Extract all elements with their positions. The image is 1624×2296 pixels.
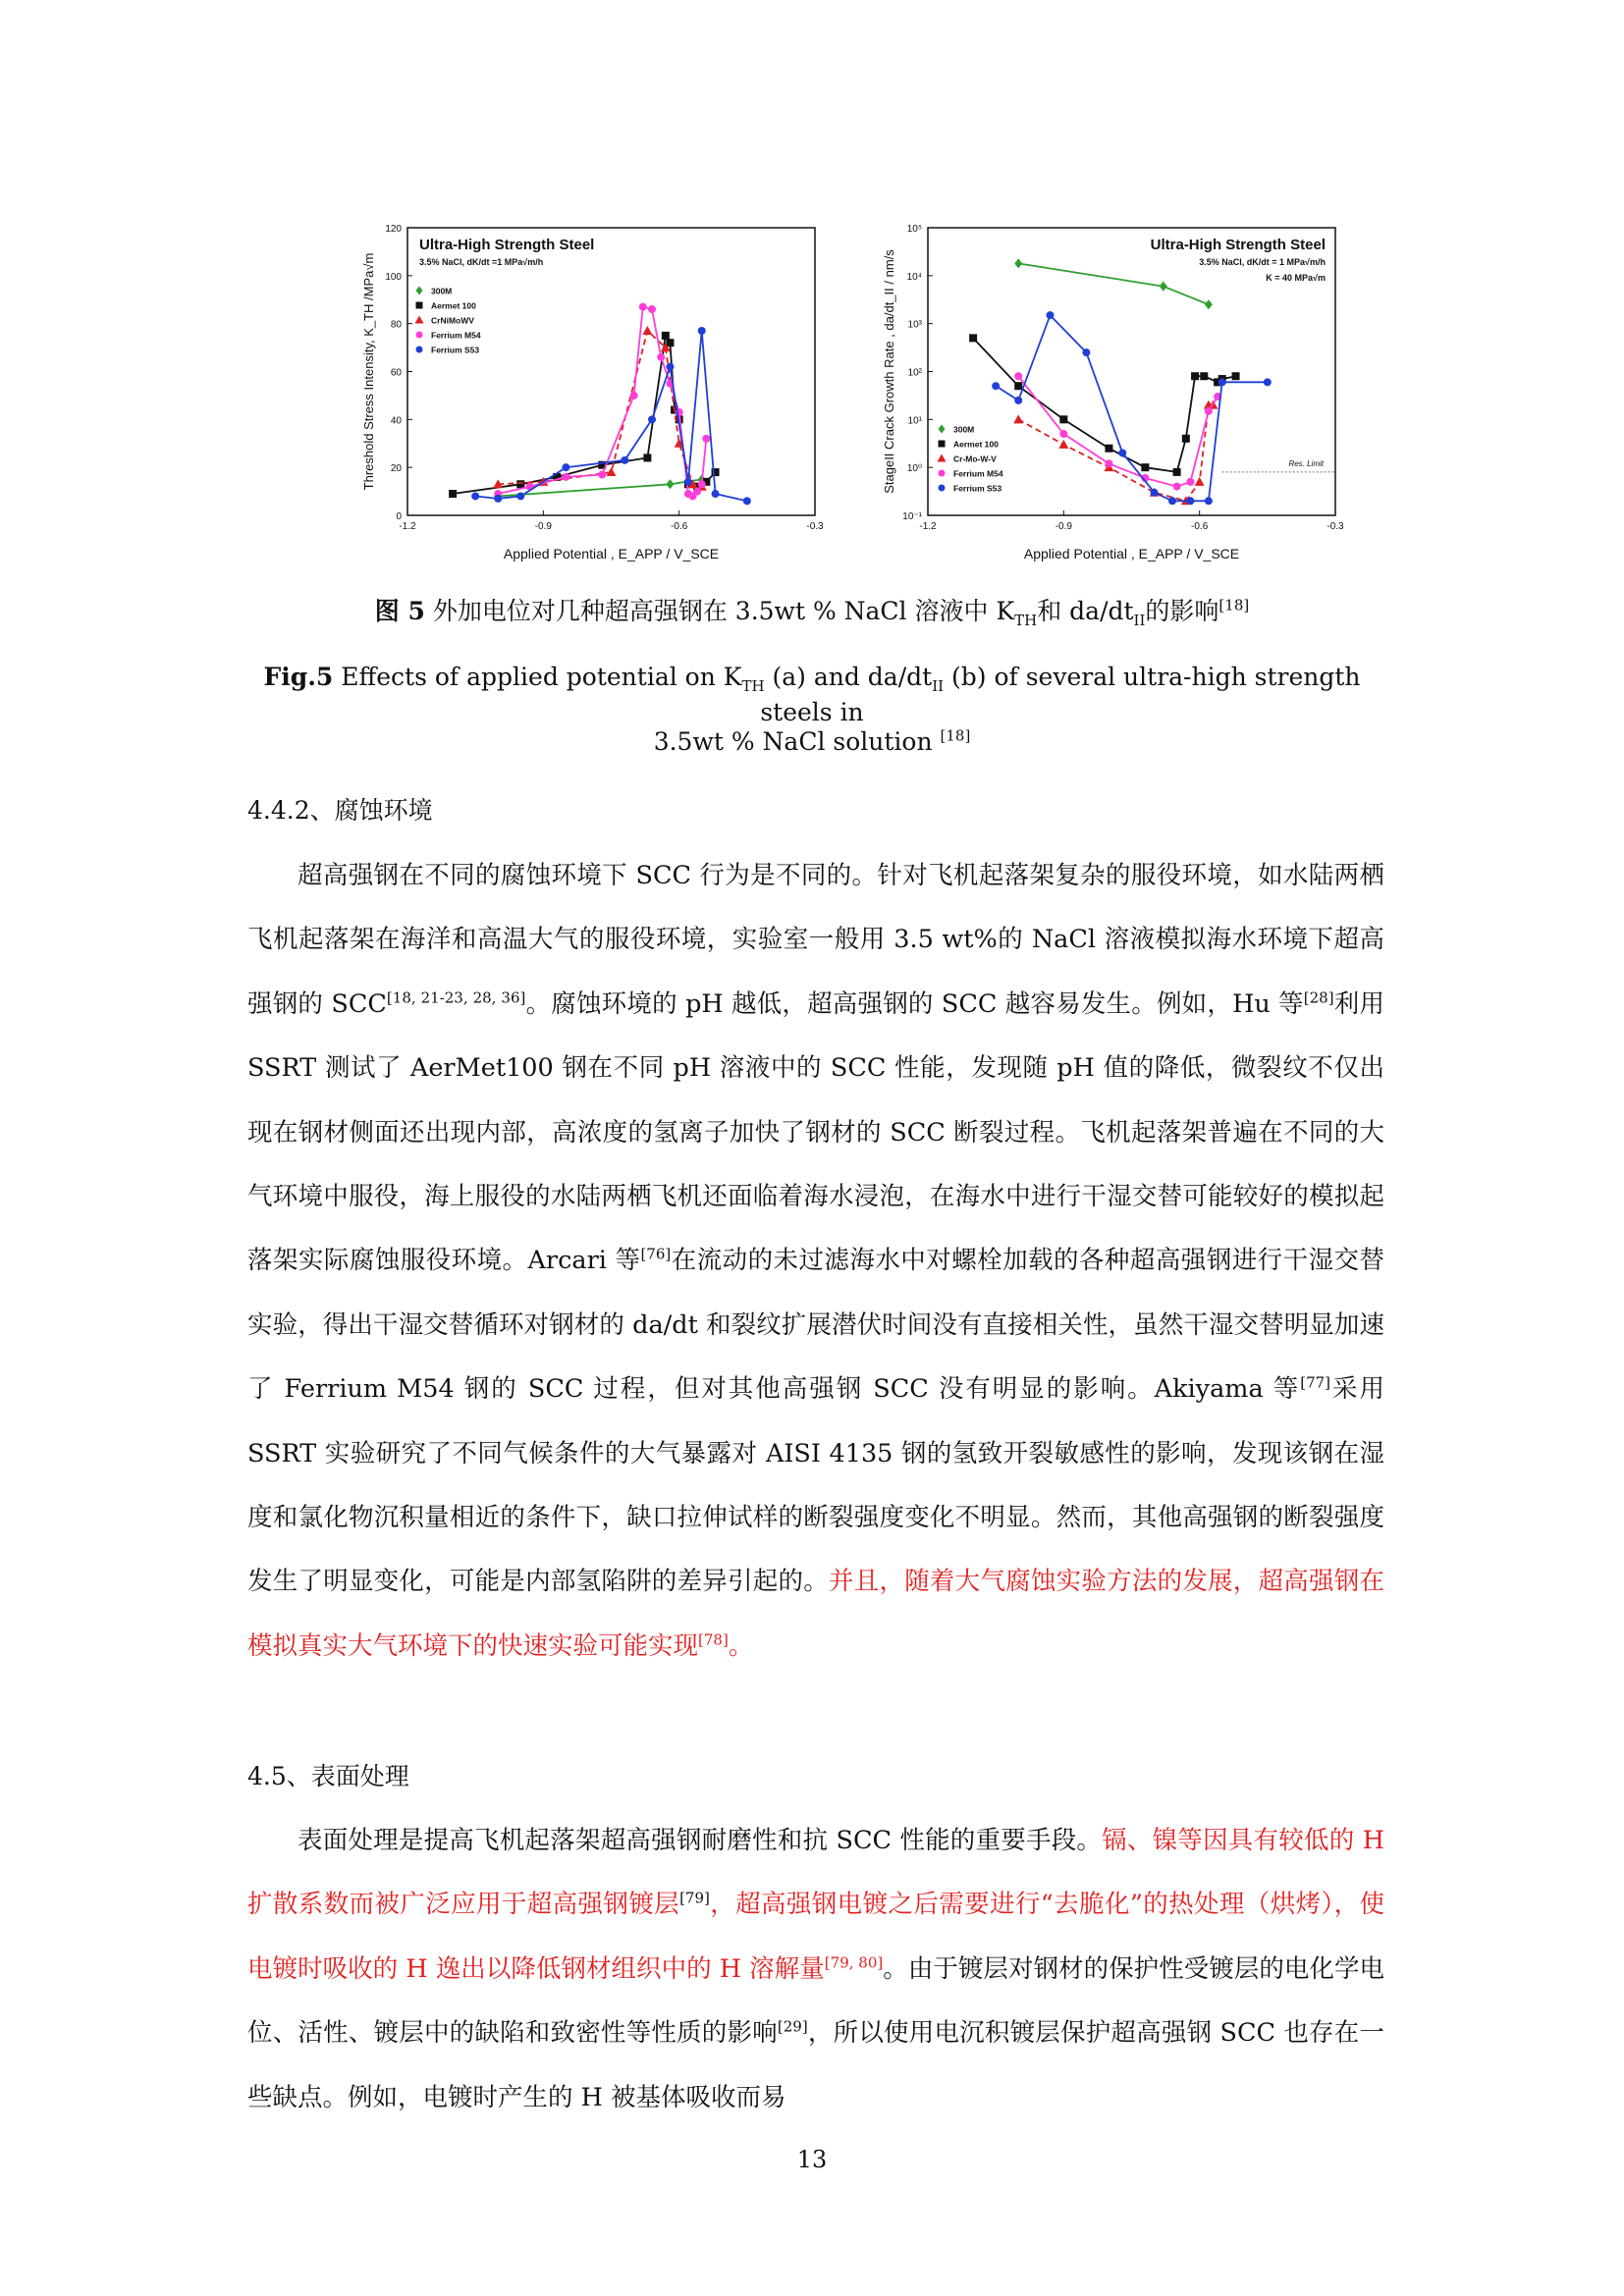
- y-tick-label: 60: [390, 367, 402, 379]
- data-point: [1013, 414, 1023, 423]
- data-point: [743, 497, 751, 505]
- data-point: [643, 454, 651, 461]
- caption-ref: [18]: [1218, 596, 1250, 614]
- x-tick-label: -0.3: [806, 521, 824, 532]
- caption-label: Fig.5: [263, 663, 334, 691]
- legend-label: 300M: [431, 286, 453, 296]
- text: 采用 SSRT 实验研究了不同气候条件的大气暴露对 AISI 4135 钢的氢致开裂敏感性的影响，发现该钢在湿度和氯化物沉积量相近的条件下，缺口拉伸试样的断裂强度变化不明显。然而，其他高强钢的断裂强度发生了明显变化，可能是内部氢陷阱的差异引起的。: [247, 1374, 1384, 1597]
- data-point: [621, 456, 628, 464]
- data-point: [1151, 489, 1159, 497]
- data-point: [712, 490, 720, 498]
- y-tick-label: 40: [390, 415, 402, 427]
- data-point: [1014, 382, 1022, 390]
- data-point: [1218, 378, 1226, 386]
- data-point: [1160, 282, 1167, 292]
- data-point: [1205, 299, 1213, 309]
- caption-text: Effects of applied potential on K: [341, 663, 742, 691]
- legend-label: Ferrium M54: [953, 468, 1003, 479]
- caption-sub: TH: [741, 677, 765, 695]
- x-tick-label: -0.9: [534, 521, 552, 532]
- data-point: [1014, 397, 1022, 404]
- text: ，所以使用电沉积镀层保护超高强钢 SCC 也存在一些缺点。例如，电镀时产生的 H 被基体吸收而易: [247, 2018, 1384, 2112]
- data-point: [698, 327, 706, 335]
- text: 超高强钢在不同的腐蚀环境下 SCC 行为是不同的。针对飞机起落架复杂的服役环境，如水陆两栖飞机起落架在海洋和高温大气的服役环境，实验室一般用 3.5 wt%的 NaCl 溶液模拟海水环境下超高强钢的 SCC: [247, 861, 1384, 1019]
- caption-label: 图 5: [374, 597, 425, 625]
- data-point: [698, 480, 706, 488]
- data-point: [1168, 497, 1176, 505]
- data-point: [1186, 497, 1194, 505]
- citation: [18, 21-23, 28, 36]: [386, 988, 526, 1007]
- data-point: [471, 492, 479, 500]
- citation: [79, 80]: [824, 1953, 884, 1972]
- x-tick-label: -1.2: [919, 521, 937, 532]
- chart-subtitle: 3.5% NaCl, dK/dt =1 MPa√m/h: [419, 257, 544, 267]
- text: 。由于镀层对钢材的保护性受镀层的电化学电位、活性、镀层中的缺陷和致密性等性质的影响: [247, 1953, 1384, 2049]
- text: 在流动的未过滤海水中对螺栓加载的各种超高强钢进行干湿交替实验，得出干湿交替循环对钢材的 da/dt 和裂纹扩展潜伏时间没有直接相关性，虽然干湿交替明显加速了 Ferrium M54 钢的 SCC 过程，但对其他高强钢 SCC 没有明显的影响。Akiyama 等: [247, 1246, 1384, 1405]
- resolution-limit-label: Res. Limit: [1288, 458, 1324, 468]
- y-tick-label: 10⁰: [906, 463, 922, 475]
- legend-label: Cr-Mo-W-V: [953, 454, 997, 464]
- citation: [28]: [1303, 988, 1334, 1007]
- data-point: [662, 332, 670, 340]
- legend-label: Ferrium M54: [431, 330, 481, 341]
- section-heading-4-5: 4.5、表面处理: [247, 1762, 409, 1790]
- paragraph-corrosion-environment: [247, 844, 1384, 1679]
- data-point: [598, 470, 606, 478]
- data-point: [1047, 311, 1055, 319]
- y-tick-label: 120: [385, 224, 402, 235]
- paragraph-surface-treatment: [247, 1809, 1384, 2130]
- series-line-300m: [1018, 263, 1209, 304]
- data-point: [693, 488, 701, 496]
- y-tick-label: 10²: [907, 367, 922, 379]
- data-point: [607, 467, 617, 476]
- series-line-aermet-100: [453, 336, 715, 494]
- legend-marker: [416, 302, 423, 309]
- text: 利用 SSRT 测试了 AerMet100 钢在不同 pH 溶液中的 SCC 性能，发现随 pH 值的降低，微裂纹不仅出现在钢材侧面还出现内部，高浓度的氢离子加快了钢材的 SCC 断裂过程。飞机起落架普遍在不同的大气环境中服役，海上服役的水陆两栖飞机还面临着海水浸泡，在海水中进行干湿交替可能较好的模拟起落架实际腐蚀服役环境。Arcari 等: [247, 988, 1384, 1276]
- figure-caption-zh: [245, 594, 1379, 629]
- x-tick-label: -0.3: [1326, 521, 1344, 532]
- caption-text: 外加电位对几种超高强钢在 3.5wt % NaCl 溶液中 K: [432, 597, 1015, 625]
- figure-caption-en: [245, 660, 1379, 730]
- x-tick-label: -0.6: [671, 521, 688, 532]
- caption-sub: TH: [1014, 612, 1038, 629]
- citation: [77]: [1300, 1373, 1331, 1392]
- legend-label: Ferrium S53: [431, 345, 480, 355]
- data-point: [666, 339, 674, 347]
- data-point: [516, 492, 524, 500]
- series-line-cr-mo-w-v: [1018, 405, 1213, 502]
- data-point: [1014, 258, 1022, 268]
- data-point: [1105, 459, 1112, 467]
- data-point: [1264, 378, 1272, 386]
- data-point: [1182, 435, 1190, 443]
- data-point: [1059, 430, 1067, 438]
- y-tick-label: 20: [390, 463, 402, 475]
- data-point: [630, 392, 638, 400]
- legend-marker: [939, 441, 946, 448]
- data-point: [516, 480, 524, 488]
- data-point: [639, 303, 647, 311]
- data-point: [562, 473, 569, 481]
- y-tick-label: 10¹: [907, 415, 922, 427]
- caption-sub: II: [1133, 612, 1146, 629]
- caption-ref: [18]: [940, 726, 971, 745]
- legend-marker: [416, 287, 423, 295]
- legend-marker: [939, 470, 946, 477]
- caption-text: 3.5wt % NaCl solution: [653, 727, 933, 756]
- citation: [29]: [777, 2017, 808, 2036]
- y-tick-label: 10³: [907, 319, 922, 331]
- data-point: [666, 479, 674, 489]
- legend-marker: [416, 347, 423, 353]
- legend-label: 300M: [953, 424, 975, 435]
- y-tick-label: 0: [396, 511, 402, 522]
- x-axis-label: Applied Potential , E_APP / V_SCE: [1023, 546, 1240, 561]
- legend-marker: [939, 425, 946, 434]
- legend-marker: [938, 454, 947, 462]
- data-point: [684, 478, 692, 486]
- data-point: [992, 382, 1000, 390]
- caption-text: 和 da/dt: [1037, 597, 1134, 625]
- section-heading-4-4-2: 4.4.2、腐蚀环境: [247, 796, 433, 825]
- data-point: [1200, 372, 1208, 380]
- data-point: [1059, 415, 1067, 423]
- legend-marker: [415, 316, 424, 324]
- data-point: [494, 495, 502, 503]
- data-point: [1195, 477, 1205, 486]
- y-tick-label: 10⁻¹: [902, 511, 922, 522]
- data-point: [1186, 478, 1194, 486]
- figure-caption-en-line2: [245, 724, 1379, 760]
- legend-marker: [939, 485, 946, 492]
- data-point: [1058, 440, 1068, 449]
- highlighted-text: ，超高强钢电镀之后需要进行“去脆化”的热处理（烘烤），使电镀时吸收的 H 逸出以降低钢材组织中的 H 溶解量: [247, 1890, 1384, 1984]
- chart-kth: [334, 216, 825, 569]
- legend-label: Aermet 100: [953, 439, 999, 450]
- data-point: [1205, 497, 1213, 505]
- x-tick-label: -1.2: [399, 521, 416, 532]
- legend-label: CrNiMoWV: [431, 315, 474, 326]
- data-point: [969, 334, 977, 342]
- citation: [76]: [640, 1245, 672, 1263]
- data-point: [1173, 468, 1181, 476]
- caption-text: 的影响: [1145, 597, 1219, 625]
- data-point: [702, 435, 710, 443]
- data-point: [657, 353, 665, 361]
- caption-text: (b) of several ultra-high strength steels in: [760, 663, 1361, 726]
- y-axis-label: StageII Crack Growth Rate , da/dt_II / nm/s: [882, 249, 896, 494]
- data-point: [642, 326, 652, 335]
- page-number: 13: [796, 2146, 828, 2173]
- text: 。腐蚀环境的 pH 越低，超高强钢的 SCC 越容易发生。例如，Hu 等: [525, 988, 1304, 1019]
- caption-sub: II: [932, 677, 945, 695]
- data-point: [1191, 372, 1199, 380]
- highlighted-text: 镉、镍等因具有较低的 H 扩散系数而被广泛应用于超高强钢镀层: [247, 1826, 1384, 1920]
- data-point: [1014, 372, 1022, 380]
- data-point: [1141, 463, 1149, 471]
- caption-text: (a) and da/dt: [764, 663, 933, 691]
- citation: [78]: [698, 1630, 729, 1649]
- data-point: [1232, 372, 1240, 380]
- data-point: [1118, 449, 1126, 456]
- x-axis-label: Applied Potential , E_APP / V_SCE: [503, 546, 720, 561]
- data-point: [666, 363, 674, 371]
- y-tick-label: 100: [385, 271, 402, 283]
- chart-subtitle: K = 40 MPa√m: [1266, 273, 1326, 283]
- data-point: [648, 415, 656, 423]
- data-point: [562, 463, 569, 471]
- chart-title: Ultra-High Strength Steel: [1150, 237, 1326, 253]
- legend-marker: [416, 332, 423, 339]
- x-tick-label: -0.6: [1191, 521, 1209, 532]
- y-tick-label: 10⁴: [906, 271, 922, 283]
- data-point: [648, 305, 656, 313]
- text: 表面处理是提高飞机起落架超高强钢耐磨性和抗 SCC 性能的重要手段。: [298, 1826, 1103, 1855]
- chart-crack-growth: [854, 216, 1345, 569]
- y-axis-label: Threshold Stress Intensity, K_TH /MPa√m: [361, 252, 376, 491]
- y-tick-label: 10⁵: [906, 224, 922, 235]
- data-point: [1105, 445, 1112, 453]
- data-point: [1082, 348, 1090, 356]
- legend-label: Ferrium S53: [953, 483, 1002, 494]
- highlighted-text: 并且，随着大气腐蚀实验方法的发展，超高强钢在模拟真实大气环境下的快速实验可能实现: [247, 1567, 1384, 1661]
- x-tick-label: -0.9: [1055, 521, 1072, 532]
- chart-subtitle: 3.5% NaCl, dK/dt = 1 MPa√m/h: [1199, 257, 1326, 267]
- legend-label: Aermet 100: [431, 300, 476, 311]
- citation: [79]: [679, 1889, 710, 1907]
- highlighted-text: 。: [728, 1630, 754, 1661]
- chart-title: Ultra-High Strength Steel: [419, 237, 595, 253]
- data-point: [1173, 483, 1181, 491]
- figure-5: [334, 216, 1344, 569]
- data-point: [1205, 407, 1213, 415]
- data-point: [449, 490, 457, 498]
- y-tick-label: 80: [390, 319, 402, 331]
